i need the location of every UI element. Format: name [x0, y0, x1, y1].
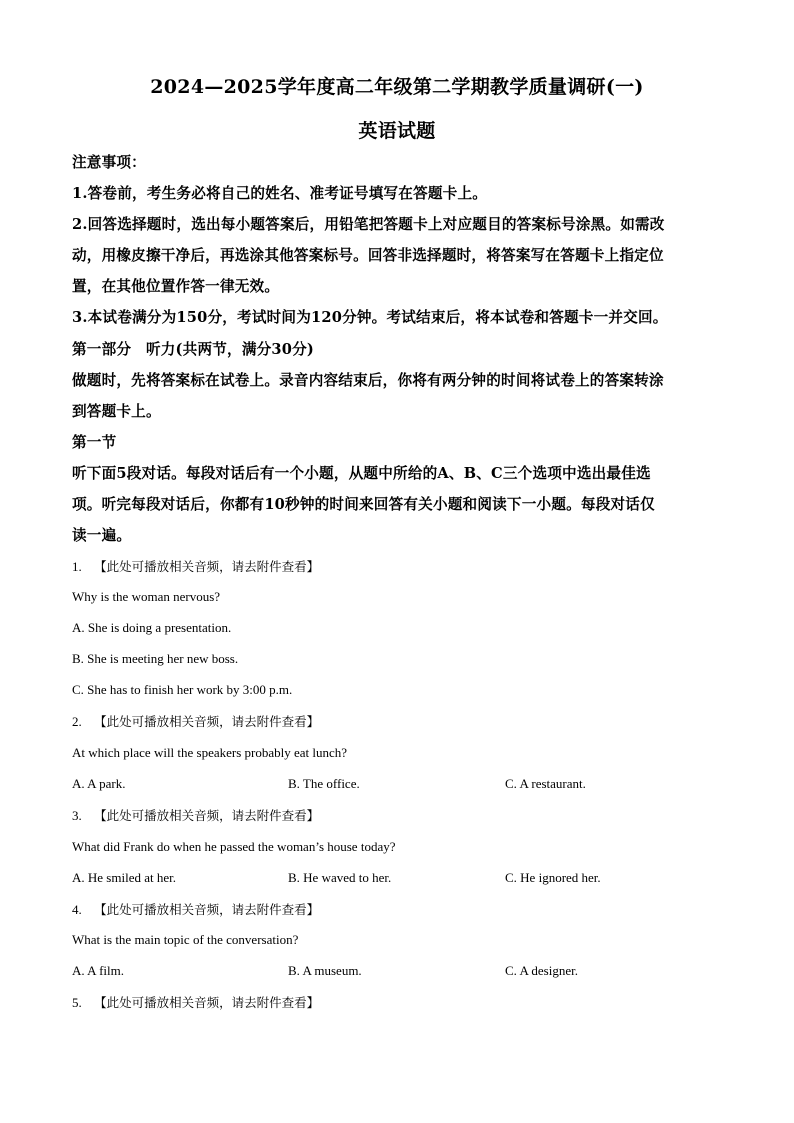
audio-placeholder-link[interactable]: 【此处可播放相关音频，请去附件查看】 — [94, 559, 320, 574]
question-number: 4. — [72, 902, 82, 917]
question-2-option-c: C. A restaurant. — [505, 776, 586, 791]
note-line-1: 1.答卷前，考生务必将自己的姓名、准考证号填写在答题卡上。 — [72, 185, 488, 202]
question-2-header — [72, 712, 319, 730]
question-4-header — [72, 900, 319, 918]
question-2-option-a: A. A park. — [72, 776, 126, 791]
question-2-text: At which place will the speakers probably eat lunch? — [72, 745, 348, 760]
question-number: 2. — [72, 714, 82, 729]
question-1-option-b: B. She is meeting her new boss. — [72, 651, 239, 666]
question-5-header — [72, 993, 319, 1011]
audio-placeholder-link[interactable]: 【此处可播放相关音频，请去附件查看】 — [94, 808, 320, 823]
page-subtitle: 英语试题 — [358, 120, 436, 142]
part1-instruction-b: 到答题卡上。 — [72, 403, 161, 420]
note-line-2a: 2.回答选择题时，选出每小题答案后，用铅笔把答题卡上对应题目的答案标号涂黑。如需改 — [72, 216, 665, 233]
question-3-header — [72, 806, 319, 824]
question-4-option-b: B. A museum. — [288, 963, 362, 978]
audio-placeholder-link[interactable]: 【此处可播放相关音频，请去附件查看】 — [94, 995, 320, 1010]
question-3-option-b: B. He waved to her. — [288, 870, 392, 885]
question-2-option-b: B. The office. — [288, 776, 360, 791]
question-number: 5. — [72, 995, 82, 1010]
question-1-option-c: C. She has to finish her work by 3:00 p.m. — [72, 682, 293, 697]
question-3-option-a: A. He smiled at her. — [72, 870, 176, 885]
part1-instruction-a: 做题时，先将答案标在试卷上。录音内容结束后，你将有两分钟的时间将试卷上的答案转涂 — [72, 372, 664, 389]
question-number: 1. — [72, 559, 82, 574]
question-1-header — [72, 557, 319, 575]
question-4-option-c: C. A designer. — [505, 963, 578, 978]
question-3-text: What did Frank do when he passed the woman’s house today? — [72, 839, 396, 854]
question-1-option-a: A. She is doing a presentation. — [72, 620, 232, 635]
section1-instruction-b: 项。听完每段对话后，你都有10秒钟的时间来回答有关小题和阅读下一小题。每段对话仅 — [72, 496, 655, 513]
question-4-text: What is the main topic of the conversation? — [72, 932, 299, 947]
notes-heading: 注意事项： — [72, 154, 146, 171]
question-3-option-c: C. He ignored her. — [505, 870, 601, 885]
note-line-3: 3.本试卷满分为150分，考试时间为120分钟。考试结束后，将本试卷和答题卡一并交回。 — [72, 309, 668, 326]
question-1-text: Why is the woman nervous? — [72, 589, 221, 604]
note-line-2c: 置，在其他位置作答一律无效。 — [72, 278, 280, 295]
note-line-2b: 动，用橡皮擦干净后，再选涂其他答案标号。回答非选择题时，将答案写在答题卡上指定位 — [72, 247, 664, 264]
question-number: 3. — [72, 808, 82, 823]
question-4-option-a: A. A film. — [72, 963, 125, 978]
audio-placeholder-link[interactable]: 【此处可播放相关音频，请去附件查看】 — [94, 902, 320, 917]
audio-placeholder-link[interactable]: 【此处可播放相关音频，请去附件查看】 — [94, 714, 320, 729]
section1-instruction-c: 读一遍。 — [72, 527, 132, 544]
page-title: 2024—2025学年度高二年级第二学期教学质量调研(一) — [150, 76, 644, 98]
section1-instruction-a: 听下面5段对话。每段对话后有一个小题，从题中所给的A、B、C三个选项中选出最佳选 — [72, 465, 651, 482]
part1-heading: 第一部分 听力(共两节，满分30分) — [72, 341, 315, 358]
section1-heading: 第一节 — [72, 434, 117, 451]
